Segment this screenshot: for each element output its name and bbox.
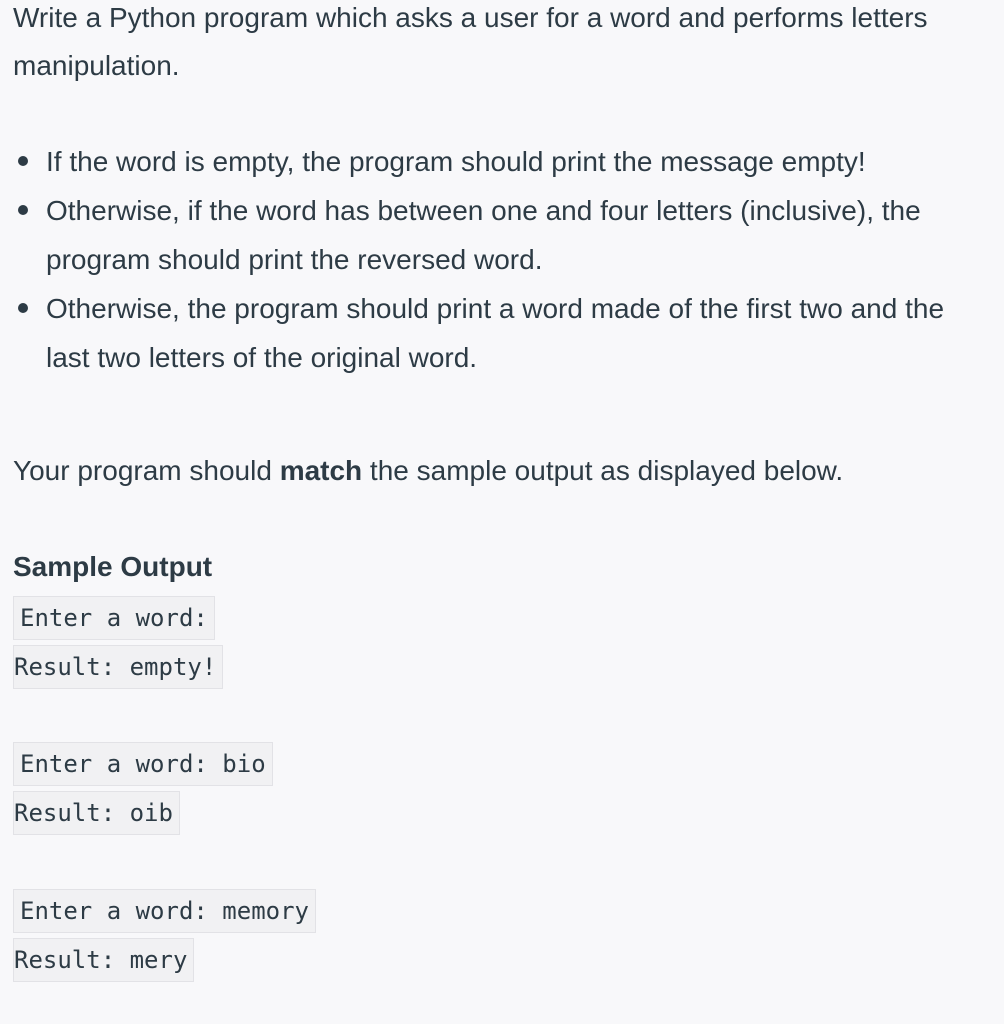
bullet-dot-icon [18,156,28,166]
bullet-dot-icon [18,303,28,313]
requirements-list [13,137,993,382]
requirement-item [13,137,993,186]
requirement-text: Otherwise, the program should print a word made of the first two and the last two letters of the original word. [46,293,945,373]
intro-paragraph: Write a Python program which asks a user for a word and performs letters manipulation. [13,2,928,81]
match-text-after: the sample output as displayed below. [362,455,844,486]
requirement-item [13,284,993,382]
sample-output-heading: Sample Output [13,551,213,582]
sample-result-line: Result: empty! [13,645,223,689]
match-instruction [13,447,843,495]
sample-result-line: Result: oib [13,791,180,835]
sample-input-line: Enter a word: bio [13,742,273,786]
match-text-bold: match [279,455,363,486]
requirement-item [13,186,993,284]
sample-result-line: Result: mery [13,938,194,982]
sample-input-line: Enter a word: [13,596,215,640]
requirement-text: Otherwise, if the word has between one and four letters (inclusive), the program should print the reversed word. [46,195,921,275]
requirement-text: If the word is empty, the program should print the message empty! [46,146,866,177]
bullet-dot-icon [18,205,28,215]
match-text-before: Your program should [13,455,280,486]
sample-input-line: Enter a word: memory [13,889,316,933]
